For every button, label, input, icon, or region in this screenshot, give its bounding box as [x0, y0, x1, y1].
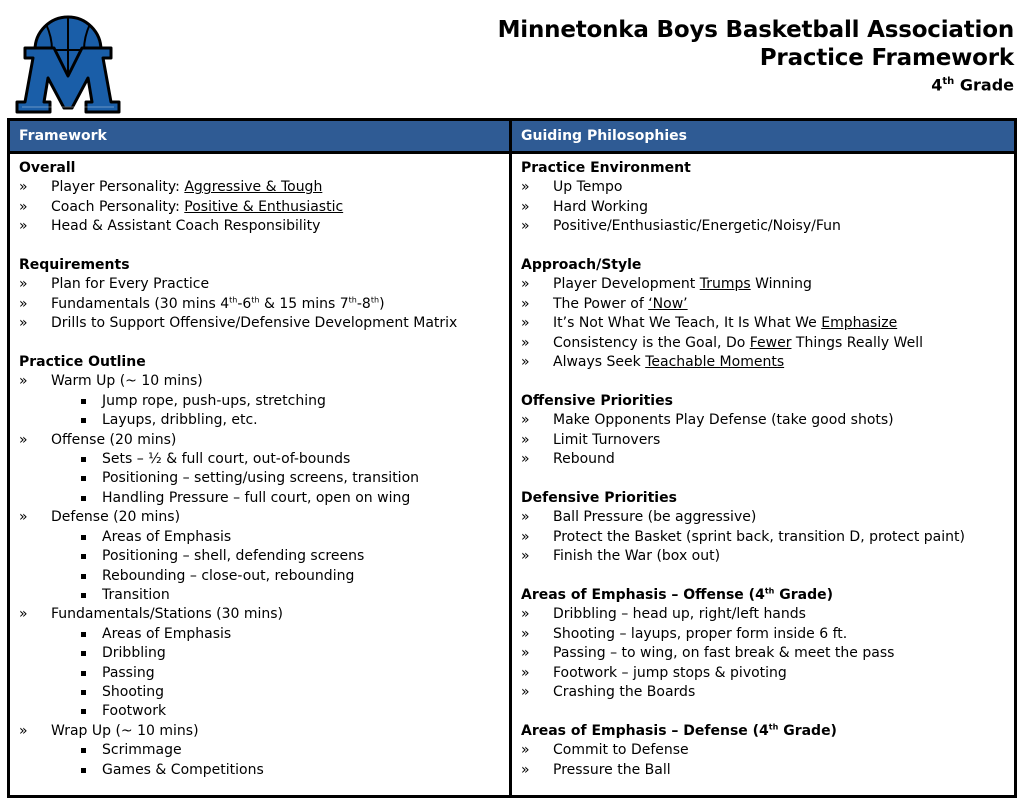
list-item: » Always Seek Teachable Moments — [521, 353, 1005, 372]
list-item: » Positive/Enthusiastic/Energetic/Noisy/Fun — [521, 217, 1005, 236]
emphasis-offense-heading: Areas of Emphasis – Offense (4th Grade) — [521, 586, 833, 603]
defensive-priorities-heading: Defensive Priorities — [521, 489, 677, 506]
framework-column — [10, 121, 512, 795]
list-item: » Player Development Trumps Winning — [521, 275, 1005, 294]
sub-list-item: Jump rope, push-ups, stretching — [19, 392, 500, 411]
list-item: » Offense (20 mins) — [19, 431, 500, 450]
list-item: » Commit to Defense — [521, 741, 1005, 760]
basketball-letter-m-logo — [14, 12, 122, 118]
list-item: » Wrap Up (~ 10 mins) — [19, 722, 500, 741]
list-item: » The Power of ‘Now’ — [521, 295, 1005, 314]
list-item: » Player Personality: Aggressive & Tough — [19, 178, 500, 197]
sub-list-item: Areas of Emphasis — [19, 625, 500, 644]
list-item: » Finish the War (box out) — [521, 547, 1005, 566]
approach-style-heading: Approach/Style — [521, 257, 642, 274]
framework-title: Practice Framework — [759, 45, 1014, 71]
sub-list-item: Areas of Emphasis — [19, 528, 500, 547]
list-item: » Head & Assistant Coach Responsibility — [19, 217, 500, 236]
sub-list-item: Transition — [19, 586, 500, 605]
list-item: » Defense (20 mins) — [19, 508, 500, 527]
requirements-heading: Requirements — [19, 257, 130, 274]
list-item: » Coach Personality: Positive & Enthusiastic — [19, 198, 500, 217]
list-item: » Rebound — [521, 450, 1005, 469]
emphasis-defense-heading: Areas of Emphasis – Defense (4th Grade) — [521, 722, 837, 739]
association-title: Minnetonka Boys Basketball Association — [497, 17, 1014, 43]
sub-list-item: Games & Competitions — [19, 761, 500, 780]
list-item: » Consistency is the Goal, Do Fewer Things Really Well — [521, 334, 1005, 353]
list-item: » Passing – to wing, on fast break & meet the pass — [521, 644, 1005, 663]
list-item: » Fundamentals (30 mins 4th-6th & 15 mins 7th-8th) — [19, 295, 500, 314]
list-item: » Hard Working — [521, 198, 1005, 217]
list-item: » Shooting – layups, proper form inside 6 ft. — [521, 625, 1005, 644]
guiding-philosophies-header: Guiding Philosophies — [512, 121, 1014, 154]
list-item: » Limit Turnovers — [521, 431, 1005, 450]
framework-table — [7, 118, 1017, 798]
practice-outline-heading: Practice Outline — [19, 354, 146, 371]
practice-environment-heading: Practice Environment — [521, 160, 691, 176]
guiding-philosophies-body — [512, 154, 1014, 780]
list-item: » Dribbling – head up, right/left hands — [521, 605, 1005, 624]
list-item: » Up Tempo — [521, 178, 1005, 197]
list-item: » Fundamentals/Stations (30 mins) — [19, 605, 500, 624]
sub-list-item: Footwork — [19, 702, 500, 721]
list-item: » Pressure the Ball — [521, 761, 1005, 780]
framework-body — [10, 154, 509, 780]
sub-list-item: Handling Pressure – full court, open on wing — [19, 489, 500, 508]
list-item: » Crashing the Boards — [521, 683, 1005, 702]
list-item: » Drills to Support Offensive/Defensive Development Matrix — [19, 314, 500, 333]
sub-list-item: Positioning – setting/using screens, transition — [19, 469, 500, 488]
grade-label: 4th Grade — [931, 75, 1014, 95]
sub-list-item: Sets – ½ & full court, out-of-bounds — [19, 450, 500, 469]
list-item: » Make Opponents Play Defense (take good shots) — [521, 411, 1005, 430]
framework-header: Framework — [10, 121, 509, 154]
sub-list-item: Positioning – shell, defending screens — [19, 547, 500, 566]
list-item: » Ball Pressure (be aggressive) — [521, 508, 1005, 527]
list-item: » Warm Up (~ 10 mins) — [19, 372, 500, 391]
offensive-priorities-heading: Offensive Priorities — [521, 392, 673, 409]
sub-list-item: Layups, dribbling, etc. — [19, 411, 500, 430]
list-item: » Protect the Basket (sprint back, transition D, protect paint) — [521, 528, 1005, 547]
page-title-block — [498, 16, 1014, 95]
guiding-philosophies-column — [512, 121, 1014, 795]
sub-list-item: Passing — [19, 664, 500, 683]
overall-heading: Overall — [19, 160, 76, 176]
sub-list-item: Shooting — [19, 683, 500, 702]
list-item: » Footwork – jump stops & pivoting — [521, 664, 1005, 683]
sub-list-item: Scrimmage — [19, 741, 500, 760]
sub-list-item: Dribbling — [19, 644, 500, 663]
list-item: » It’s Not What We Teach, It Is What We Emphasize — [521, 314, 1005, 333]
sub-list-item: Rebounding – close-out, rebounding — [19, 567, 500, 586]
list-item: » Plan for Every Practice — [19, 275, 500, 294]
